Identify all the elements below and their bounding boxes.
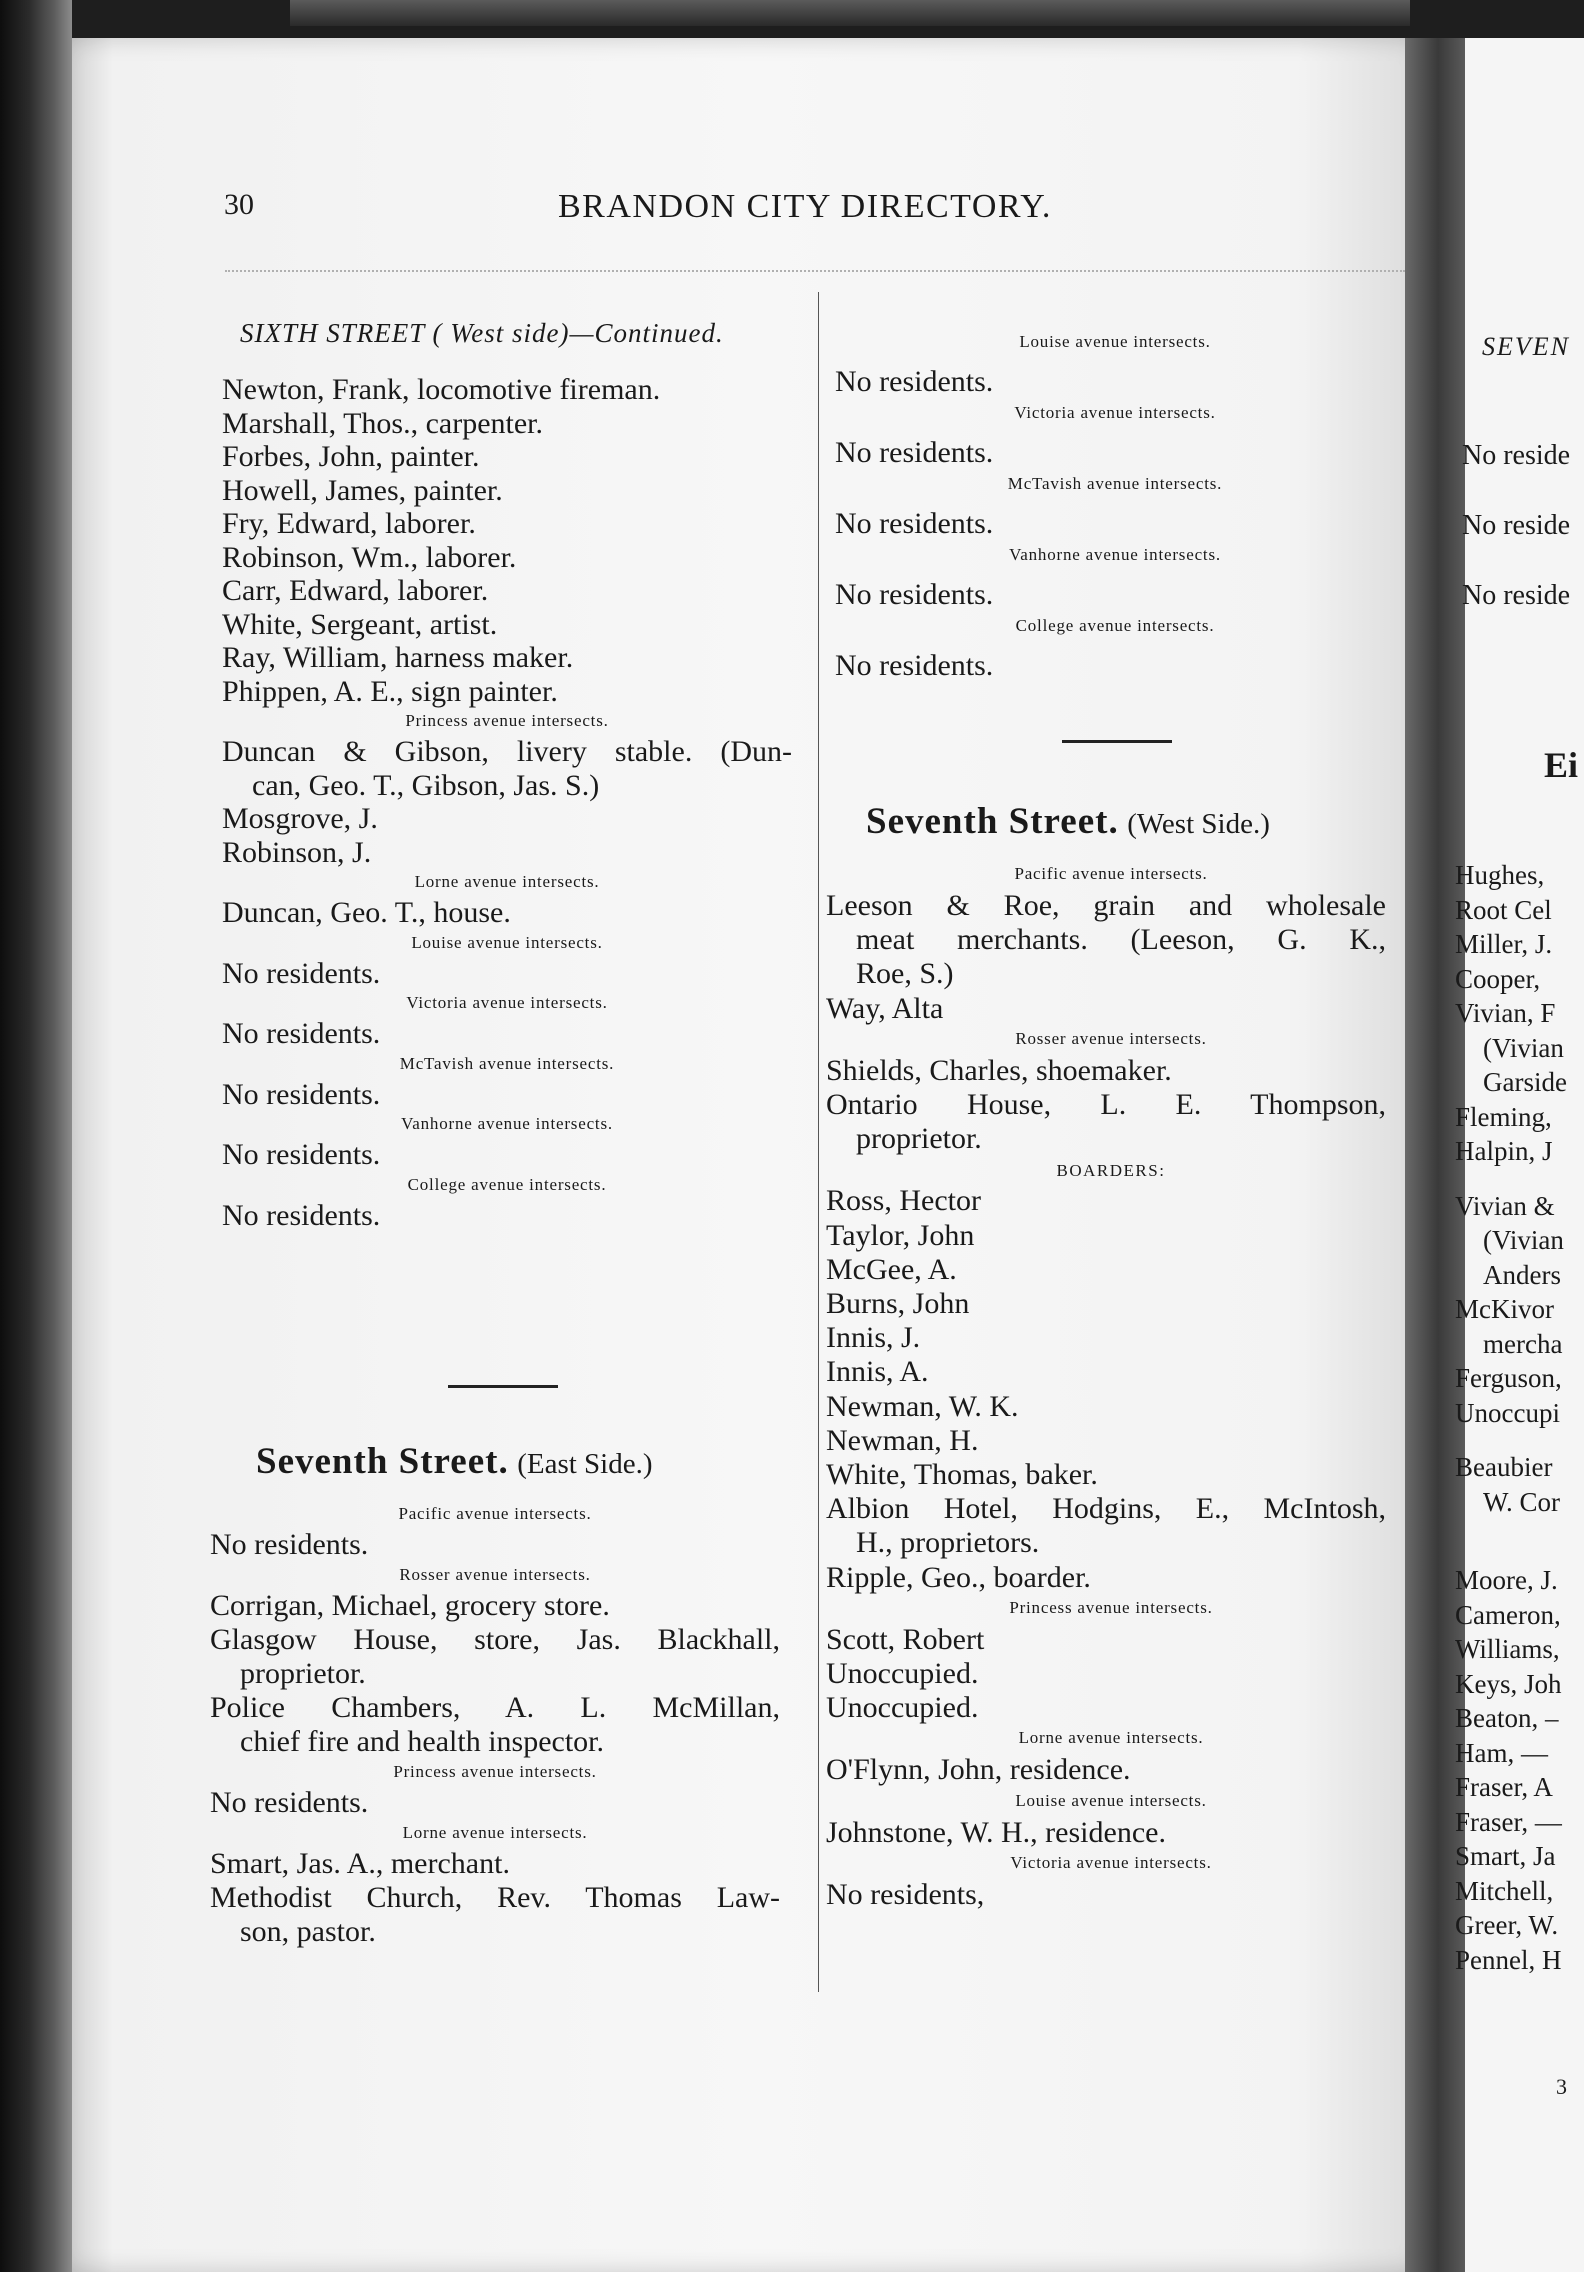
directory-entry-continued: meat merchants. (Leeson, G. K., xyxy=(856,923,1386,957)
next-page-entry: Vivian, F xyxy=(1455,998,1556,1028)
continued-heading: SIXTH STREET ( West side)—Continued. xyxy=(240,318,724,348)
directory-entry: Newman, W. K. xyxy=(826,1389,1019,1423)
directory-entry: Unoccupied. xyxy=(826,1691,979,1725)
next-page-entry: Moore, J. xyxy=(1455,1565,1558,1595)
next-page-entry: W. Cor xyxy=(1483,1486,1561,1517)
next-page-entries xyxy=(1455,858,1584,1987)
intersection-note: Lorne avenue intersects. xyxy=(414,872,600,891)
section-heading-west xyxy=(866,800,1270,843)
intersection-note: Pacific avenue intersects. xyxy=(1014,864,1208,883)
next-page-lines xyxy=(1462,438,1584,638)
directory-entry: Robinson, J. xyxy=(222,835,372,869)
next-page-entry: Mitchell, xyxy=(1455,1875,1554,1906)
next-page-entry: Ferguson, xyxy=(1455,1363,1562,1393)
directory-entry-continued: can, Geo. T., Gibson, Jas. S.) xyxy=(252,768,600,802)
intersection-note: Louise avenue intersects. xyxy=(411,932,603,952)
section-heading-west-side: (West Side.) xyxy=(1127,808,1270,840)
next-page-entry: Root Cel xyxy=(1455,894,1552,925)
directory-entry: White, Sergeant, artist. xyxy=(222,607,498,641)
next-page-entry: Fleming, xyxy=(1455,1101,1552,1132)
directory-entry: Police Chambers, A. L. McMillan, xyxy=(210,1691,780,1724)
directory-entry: Innis, J. xyxy=(826,1321,921,1355)
intersection-note: College avenue intersects. xyxy=(1015,616,1215,635)
section-divider-right xyxy=(1062,740,1172,743)
directory-entry: No residents, xyxy=(826,1877,985,1911)
intersection-note: Lorne avenue intersects. xyxy=(402,1823,588,1842)
directory-entry: Carr, Edward, laborer. xyxy=(222,574,489,607)
next-page-entry: Pennel, H xyxy=(1455,1944,1562,1975)
next-page-entry: Keys, Joh xyxy=(1455,1668,1562,1699)
directory-entry: No residents. xyxy=(222,1017,381,1050)
directory-entry: No residents. xyxy=(835,365,994,398)
section-divider-left xyxy=(448,1385,558,1388)
directory-entry: Unoccupied. xyxy=(826,1657,979,1690)
page-number: 30 xyxy=(224,188,254,221)
next-page-heading: SEVEN xyxy=(1482,332,1570,361)
directory-entry: Smart, Jas. A., merchant. xyxy=(210,1847,510,1880)
directory-entry: Johnstone, W. H., residence. xyxy=(826,1815,1166,1849)
directory-entry: No residents. xyxy=(222,1198,381,1232)
next-page-entry: Williams, xyxy=(1455,1634,1560,1664)
next-page-entry: Garside xyxy=(1483,1067,1567,1097)
directory-entry: No residents. xyxy=(835,649,994,682)
directory-entry: No residents. xyxy=(835,507,994,540)
directory-entry-continued: proprietor. xyxy=(240,1657,366,1690)
next-page-entry: Vivian & xyxy=(1455,1190,1555,1221)
directory-entry: Ray, William, harness maker. xyxy=(222,641,574,674)
directory-entry: White, Thomas, baker. xyxy=(826,1458,1098,1491)
directory-entry: Howell, James, painter. xyxy=(222,473,503,507)
next-page-entry: Fraser, A xyxy=(1455,1772,1553,1802)
next-page-line: No reside xyxy=(1462,580,1571,611)
directory-entry: Corrigan, Michael, grocery store. xyxy=(210,1589,610,1622)
next-page-entry: Ham, — xyxy=(1455,1737,1548,1768)
directory-entry: No residents. xyxy=(210,1786,369,1819)
directory-entry: Duncan & Gibson, livery stable. (Dun- xyxy=(222,735,792,768)
next-page-entry: Miller, J. xyxy=(1455,929,1553,959)
intersection-note: College avenue intersects. xyxy=(407,1174,607,1194)
next-page-entry: Hughes, xyxy=(1455,860,1545,890)
directory-entry: No residents. xyxy=(222,1077,381,1111)
directory-entry: No residents. xyxy=(835,436,994,469)
intersection-note: Vanhorne avenue intersects. xyxy=(401,1114,613,1133)
next-page-entry: (Vivian xyxy=(1483,1032,1564,1063)
directory-entry: Fry, Edward, laborer. xyxy=(222,507,476,540)
directory-entry: Way, Alta xyxy=(826,991,944,1025)
directory-entry: Duncan, Geo. T., house. xyxy=(222,896,511,929)
directory-entry: Marshall, Thos., carpenter. xyxy=(222,406,544,440)
next-page-entry: Beaubier xyxy=(1455,1452,1553,1482)
directory-entry: Newman, H. xyxy=(826,1423,979,1457)
intersection-note: Victoria avenue intersects. xyxy=(406,993,608,1012)
intersection-note: McTavish avenue intersects. xyxy=(1007,474,1223,493)
column-divider xyxy=(818,292,819,1992)
intersection-note: Princess avenue intersects. xyxy=(393,1762,597,1781)
directory-entry: Scott, Robert xyxy=(826,1622,985,1656)
boarders-label: BOARDERS: xyxy=(1056,1161,1166,1181)
section-heading-west-name: Seventh Street. xyxy=(866,801,1119,842)
directory-entry: No residents. xyxy=(210,1528,369,1561)
directory-entry: Albion Hotel, Hodgins, E., McIntosh, xyxy=(826,1492,1386,1526)
directory-entry-continued: Roe, S.) xyxy=(856,957,954,991)
section-heading-east-name: Seventh Street. xyxy=(256,1441,509,1482)
directory-entry: No residents. xyxy=(835,578,994,611)
intersection-note: Rosser avenue intersects. xyxy=(399,1565,591,1584)
header-rule xyxy=(225,270,1405,272)
intersection-note: Vanhorne avenue intersects. xyxy=(1009,545,1221,564)
directory-entry: Newton, Frank, locomotive fireman. xyxy=(222,373,661,406)
intersection-note: Louise avenue intersects. xyxy=(1015,1790,1207,1810)
directory-entry: Glasgow House, store, Jas. Blackhall, xyxy=(210,1623,780,1656)
next-page-entry: Fraser, — xyxy=(1455,1806,1562,1837)
directory-entry: Methodist Church, Rev. Thomas Law- xyxy=(210,1881,780,1914)
next-page-entry: (Vivian xyxy=(1483,1225,1564,1255)
directory-entry: No residents. xyxy=(222,956,381,990)
section-heading-east xyxy=(256,1440,653,1483)
next-page-entry: Unoccupi xyxy=(1455,1397,1560,1428)
directory-entry: Leeson & Roe, grain and wholesale xyxy=(826,889,1386,922)
directory-entry: No residents. xyxy=(222,1138,381,1171)
directory-entry-continued: son, pastor. xyxy=(240,1915,376,1948)
directory-entry-continued: proprietor. xyxy=(856,1122,982,1156)
directory-entry: Robinson, Wm., laborer. xyxy=(222,540,517,574)
next-page-entry: mercha xyxy=(1483,1328,1563,1359)
intersection-note: Pacific avenue intersects. xyxy=(398,1504,592,1523)
page-title: BRANDON CITY DIRECTORY. xyxy=(558,188,1052,225)
next-page-entry: Smart, Ja xyxy=(1455,1841,1556,1871)
directory-entry: Ripple, Geo., boarder. xyxy=(826,1560,1091,1594)
next-page-entry: Anders xyxy=(1483,1259,1561,1290)
intersection-note: Rosser avenue intersects. xyxy=(1015,1028,1207,1048)
directory-entry: Ontario House, L. E. Thompson, xyxy=(826,1088,1386,1121)
intersection-note: Victoria avenue intersects. xyxy=(1014,403,1216,422)
next-page-footer-mark: 3 xyxy=(1556,2074,1567,2099)
directory-entry: McGee, A. xyxy=(826,1252,957,1286)
directory-entry: Taylor, John xyxy=(826,1218,975,1252)
next-page-entry: Cameron, xyxy=(1455,1599,1561,1630)
book-spine xyxy=(0,0,72,2272)
next-page-entry: Greer, W. xyxy=(1455,1910,1559,1940)
directory-entry: O'Flynn, John, residence. xyxy=(826,1753,1131,1787)
directory-entry: Mosgrove, J. xyxy=(222,802,378,835)
intersection-note: Victoria avenue intersects. xyxy=(1010,1852,1212,1872)
directory-entry: Ross, Hector xyxy=(826,1184,981,1218)
directory-entry: Shields, Charles, shoemaker. xyxy=(826,1053,1172,1087)
next-page-section-heading: Ei xyxy=(1544,745,1579,785)
directory-entry: Innis, A. xyxy=(826,1355,929,1389)
directory-entry: Burns, John xyxy=(826,1287,970,1320)
next-page-entry: Halpin, J xyxy=(1455,1136,1553,1166)
next-page-entry: Cooper, xyxy=(1455,963,1541,994)
next-page-line: No reside xyxy=(1462,510,1571,541)
next-page-entry: McKivor xyxy=(1455,1294,1554,1324)
next-page-entry: Beaton, – xyxy=(1455,1703,1559,1733)
scan-top-edge xyxy=(290,0,1410,26)
directory-entry-continued: H., proprietors. xyxy=(856,1526,1040,1560)
directory-entry: Forbes, John, painter. xyxy=(222,440,480,473)
directory-entry: Phippen, A. E., sign painter. xyxy=(222,674,558,708)
intersection-note: Princess avenue intersects. xyxy=(1009,1597,1213,1617)
directory-entry-continued: chief fire and health inspector. xyxy=(240,1725,605,1758)
intersection-note: Lorne avenue intersects. xyxy=(1018,1728,1204,1748)
intersection-note: McTavish avenue intersects. xyxy=(399,1053,615,1073)
intersection-note: Princess avenue intersects. xyxy=(405,711,609,730)
next-page-line: No reside xyxy=(1462,440,1571,471)
intersection-note: Louise avenue intersects. xyxy=(1019,332,1211,351)
section-heading-east-side: (East Side.) xyxy=(517,1448,653,1480)
